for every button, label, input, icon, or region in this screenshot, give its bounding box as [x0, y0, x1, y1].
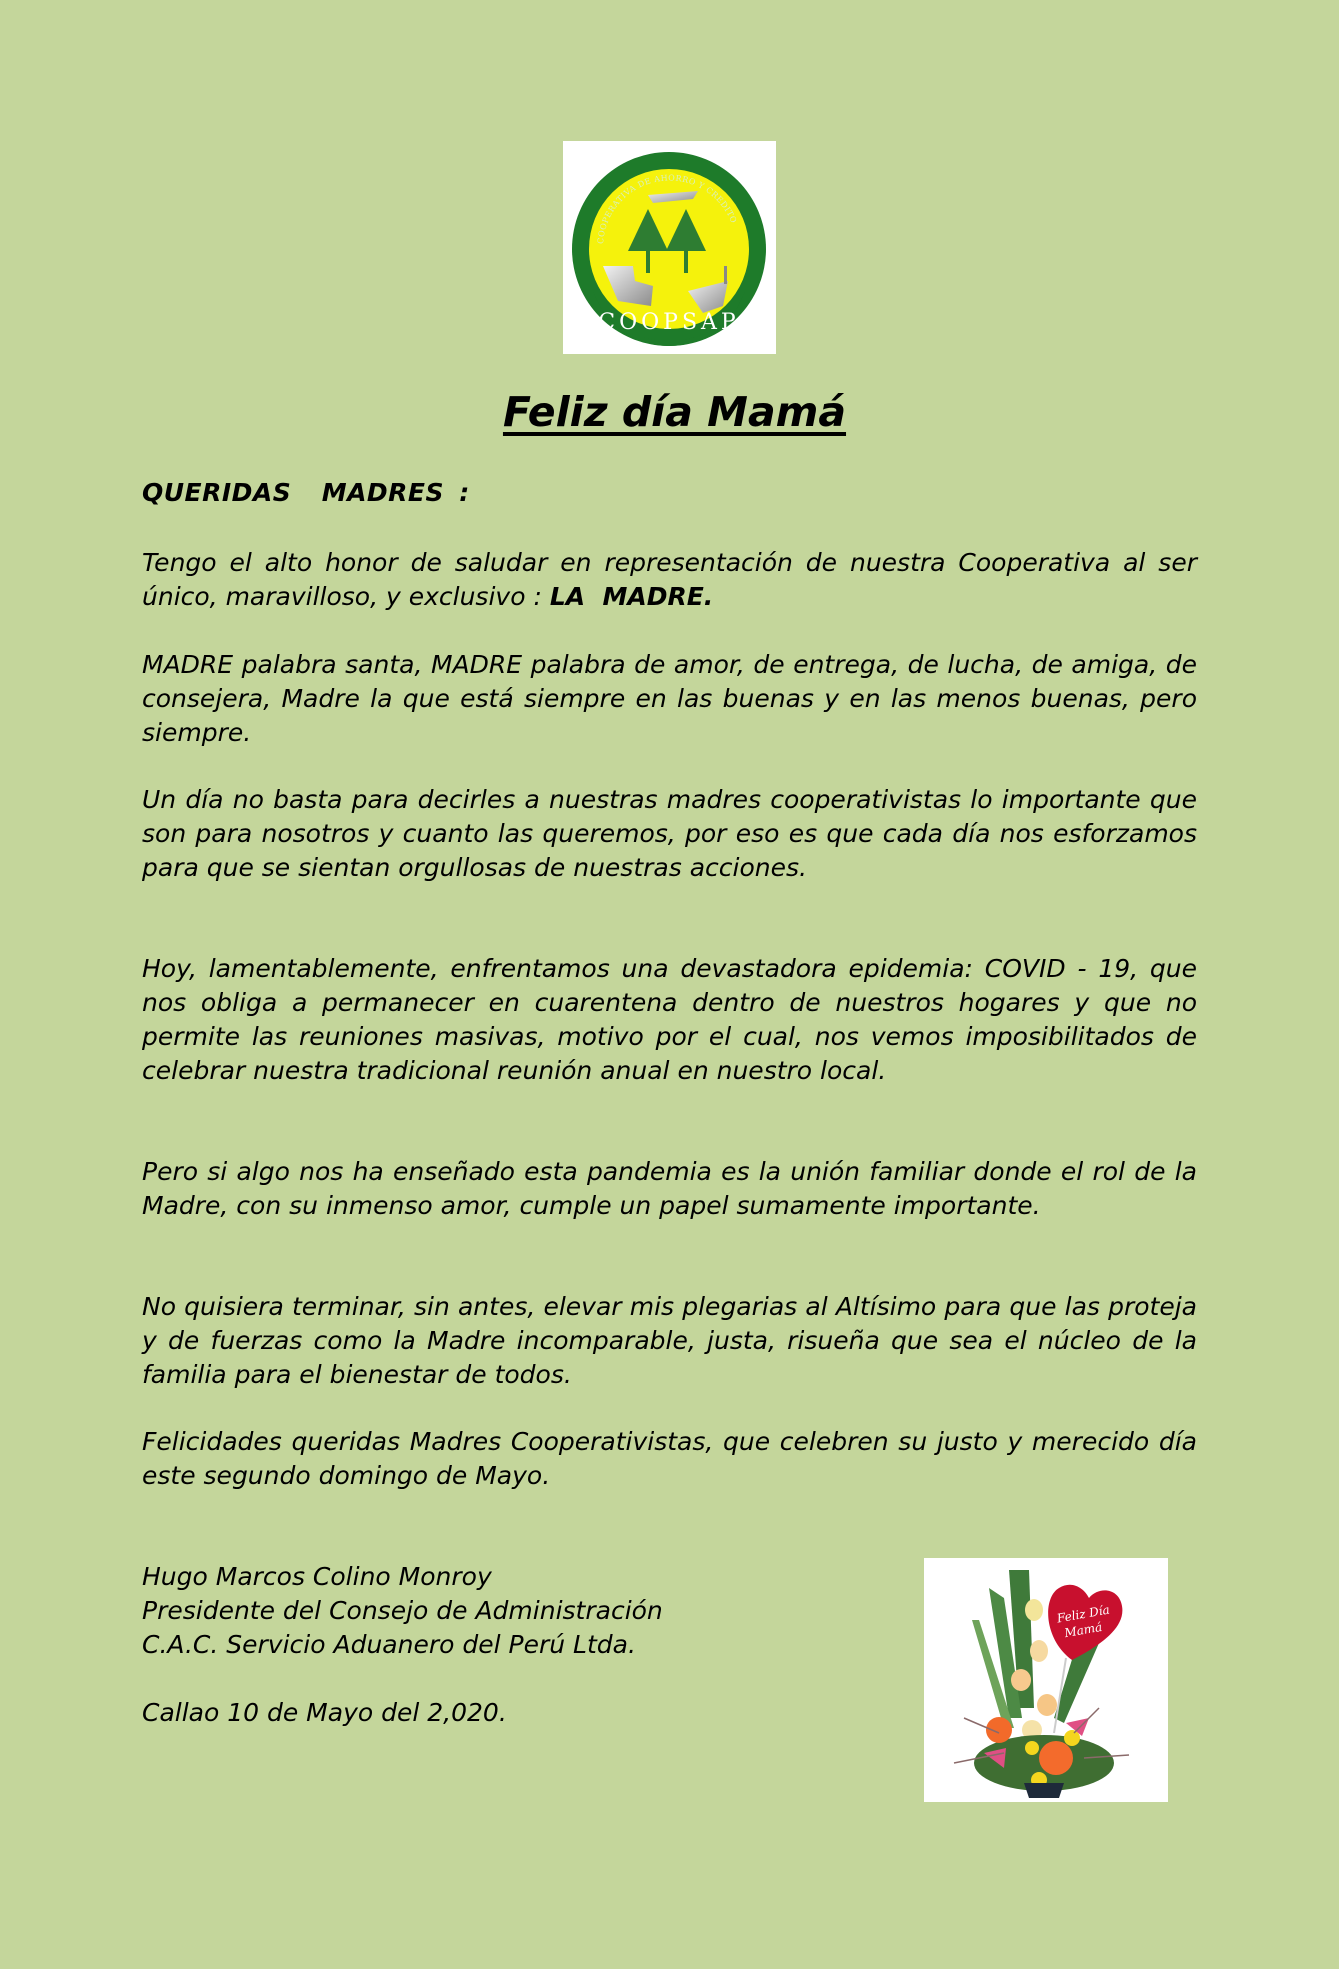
svg-text:Mamá: Mamá — [1063, 1619, 1104, 1641]
logo-emblem-icon — [563, 141, 776, 354]
page-title — [0, 388, 1339, 436]
paragraph-7 — [142, 1425, 1197, 1493]
paragraph-5 — [142, 1155, 1197, 1223]
paragraph-1 — [142, 546, 1197, 614]
paragraph-2-text: MADRE palabra santa, MADRE palabra de amor, de entrega, de lucha, de amiga, de consejera, Madre la que está siempre en las buenas y en las menos buenas, pero siempre. — [142, 650, 1197, 747]
svg-text:Feliz Día: Feliz Día — [1055, 1602, 1111, 1626]
flower-arrangement-image — [924, 1558, 1168, 1802]
flowers-balloon-icon — [924, 1558, 1168, 1802]
svg-text:COOPERATIVA DE AHORRO Y CREDIT: COOPERATIVA DE AHORRO Y CREDITO — [596, 173, 739, 245]
signature-block — [142, 1560, 663, 1730]
paragraph-1-emphasis: LA MADRE. — [549, 582, 714, 611]
title-text: Feliz día Mamá — [502, 388, 847, 436]
svg-text:COOPSAP: COOPSAP — [598, 310, 740, 335]
coopsap-logo — [563, 141, 776, 354]
paragraph-1-text: Tengo el alto honor de saludar en representación de nuestra Cooperativa al ser único, maravilloso, y exclusivo : — [142, 548, 1197, 611]
paragraph-6 — [142, 1290, 1197, 1392]
paragraph-3 — [142, 783, 1197, 885]
signatory-name: Hugo Marcos Colino Monroy — [142, 1562, 492, 1591]
signatory-organization: C.A.C. Servicio Aduanero del Perú Ltda. — [142, 1630, 636, 1659]
paragraph-2 — [142, 648, 1197, 750]
paragraph-3-text: Un día no basta para decirles a nuestras madres cooperativistas lo importante que son para nosotros y cuanto las queremos, por eso es que cada día nos esforzamos para que se sientan orgullosas de nuestras acciones. — [142, 785, 1197, 882]
signatory-position: Presidente del Consejo de Administración — [142, 1596, 663, 1625]
greeting-heading: QUERIDAS MADRES : — [142, 478, 470, 507]
paragraph-4-text: Hoy, lamentablemente, enfrentamos una devastadora epidemia: COVID - 19, que nos obliga a permanecer en cuarentena dentro de nuestros hogares y que no permite las reuniones masivas, motivo por el cual, nos vemos imposibilitados de celebrar nuestra tradicional reunión anual en nuestro local. — [142, 954, 1197, 1085]
paragraph-5-text: Pero si algo nos ha enseñado esta pandemia es la unión familiar donde el rol de la Madre, con su inmenso amor, cumple un papel sumamente importante. — [142, 1157, 1197, 1220]
paragraph-7-text: Felicidades queridas Madres Cooperativistas, que celebren su justo y merecido día este segundo domingo de Mayo. — [142, 1427, 1197, 1490]
paragraph-6-text: No quisiera terminar, sin antes, elevar mis plegarias al Altísimo para que las proteja y de fuerzas como la Madre incomparable, justa, risueña que sea el núcleo de la familia para el bienestar de todos. — [142, 1292, 1197, 1389]
paragraph-4 — [142, 952, 1197, 1088]
place-date: Callao 10 de Mayo del 2,020. — [142, 1698, 507, 1727]
